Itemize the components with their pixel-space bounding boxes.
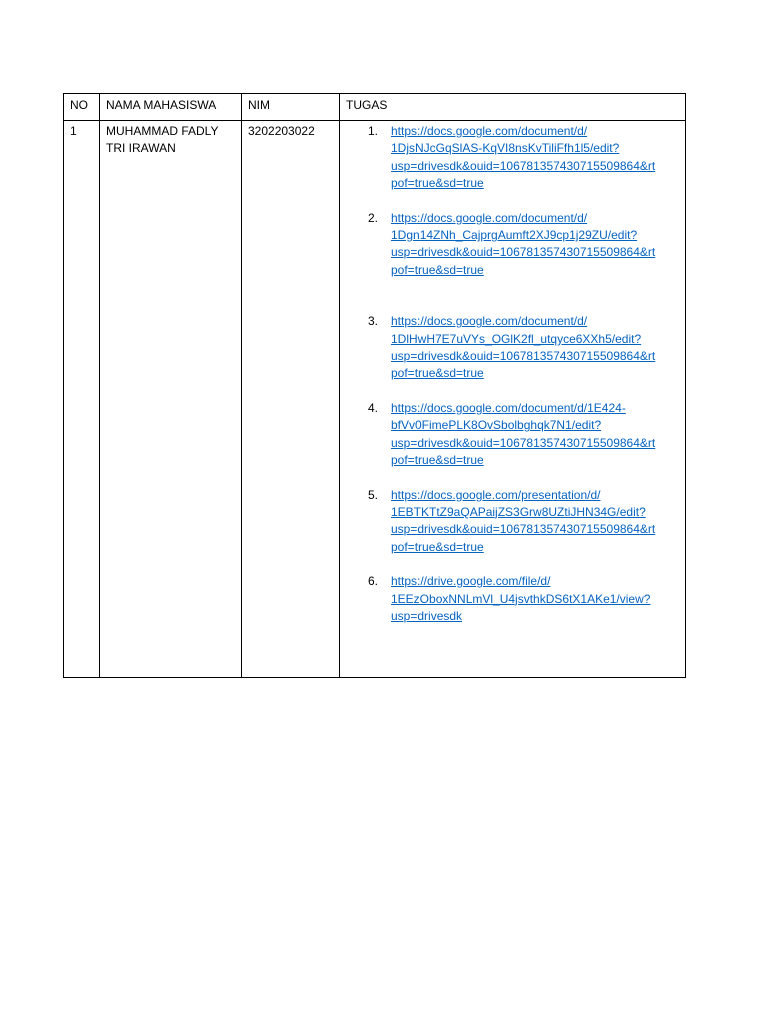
cell-nim: 3202203022 [242,121,340,678]
cell-no: 1 [64,121,100,678]
task-link-4[interactable] [391,400,679,470]
student-name-line-1: MUHAMMAD FADLY [106,124,219,138]
link-line: usp=drivesdk&ouid=106781357430715509864&rt [391,435,656,450]
task-link-6[interactable] [391,573,679,625]
link-line: usp=drivesdk&ouid=106781357430715509864&rt [391,522,656,537]
task-number: 5. [368,487,379,502]
link-line: https://docs.google.com/document/d/ [391,210,588,225]
task-item-5 [346,487,679,557]
link-line: 1DjsNJcGqSlAS-KqVI8nsKvTiliFfh1l5/edit? [391,141,620,156]
header-nama-mahasiswa: NAMA MAHASISWA [100,94,242,121]
cell-tugas [340,121,686,678]
link-line: pof=true&sd=true [391,262,484,277]
link-line: usp=drivesdk&ouid=106781357430715509864&rt [391,349,656,364]
header-nim: NIM [242,94,340,121]
link-line: bfVv0FimePLK8OvSbolbghqk7N1/edit? [391,418,602,433]
table-header-row [64,94,686,121]
link-line: usp=drivesdk [391,608,463,623]
link-line: usp=drivesdk&ouid=106781357430715509864&rt [391,158,656,173]
task-link-5[interactable] [391,487,679,557]
link-line: https://docs.google.com/document/d/ [391,314,588,329]
student-assignment-table [63,93,686,678]
task-number: 1. [368,124,379,138]
table-row [64,121,686,678]
link-line: pof=true&sd=true [391,366,484,381]
student-name-line-2: TRI IRAWAN [106,141,176,156]
task-number: 2. [368,210,379,225]
link-line: 1EBTKTtZ9aQAPaijZS3Grw8UZtiJHN34G/edit? [391,504,646,519]
link-line: https://docs.google.com/document/d/1E424- [391,400,626,415]
task-item-3 [346,313,679,383]
link-line: pof=true&sd=true [391,176,484,191]
task-item-6 [346,573,679,625]
link-line: 1DlHwH7E7uVYs_OGlK2fl_utqyce6XXh5/edit? [391,331,642,346]
task-number: 4. [368,400,379,415]
task-link-2[interactable] [391,210,679,280]
link-line: https://docs.google.com/presentation/d/ [391,487,601,502]
link-line: 1EEzOboxNNLmVl_U4jsvthkDS6tX1AKe1/view? [391,591,651,606]
task-link-3[interactable] [391,313,679,383]
header-no: NO [64,94,100,121]
link-line: usp=drivesdk&ouid=106781357430715509864&rt [391,245,656,260]
task-number: 6. [368,574,379,589]
task-number: 3. [368,314,379,329]
task-link-1[interactable] [391,123,679,193]
task-item-2 [346,210,679,280]
task-item-4 [346,400,679,470]
task-link-list [346,123,679,625]
link-line: 1Dgn14ZNh_CajprgAumft2XJ9cp1j29ZU/edit? [391,228,638,243]
header-tugas: TUGAS [340,94,686,121]
link-line: https://drive.google.com/file/d/ [391,574,551,589]
link-line: https://docs.google.com/document/d/ [391,124,588,138]
task-item-1 [346,123,679,193]
link-line: pof=true&sd=true [391,539,484,554]
cell-nama-mahasiswa [100,121,242,678]
link-line: pof=true&sd=true [391,453,484,468]
